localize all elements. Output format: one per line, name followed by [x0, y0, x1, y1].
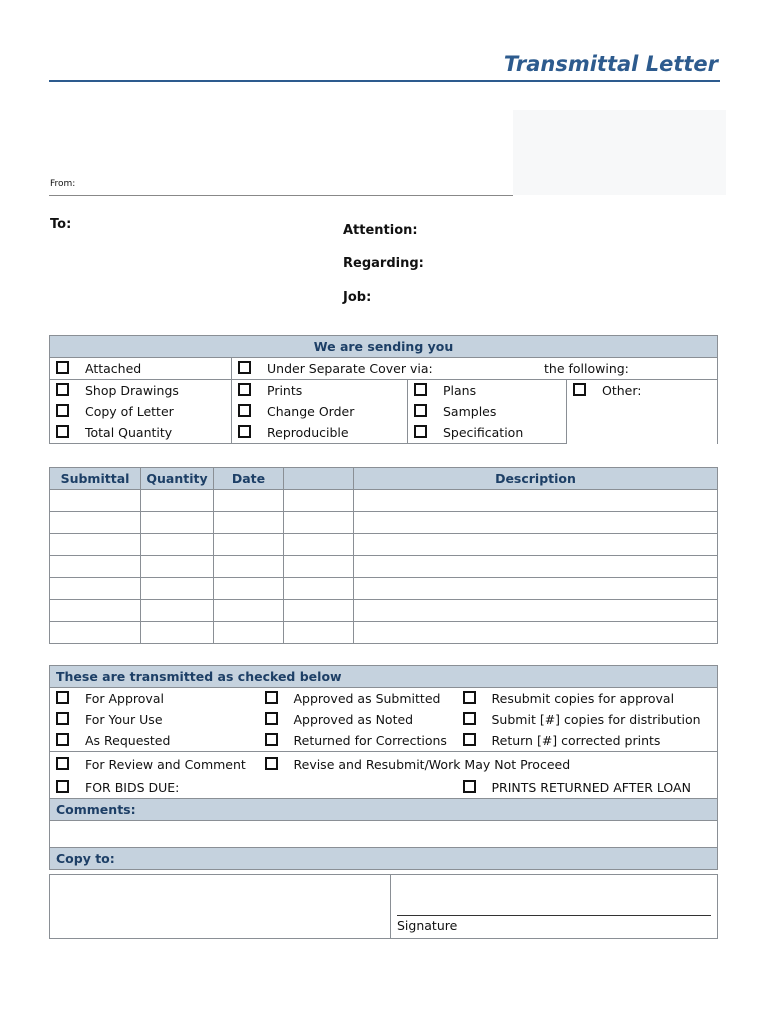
- shop-drawings-option[interactable]: Shop Drawings: [50, 380, 232, 402]
- checkbox[interactable]: [265, 712, 278, 725]
- cell[interactable]: [50, 512, 141, 534]
- job-label: Job:: [343, 290, 372, 305]
- cell[interactable]: [214, 534, 284, 556]
- cell[interactable]: [141, 556, 214, 578]
- reproducible-option[interactable]: Reproducible: [232, 422, 408, 444]
- sending-heading: We are sending you: [50, 336, 718, 358]
- cell[interactable]: [284, 578, 354, 600]
- checkbox[interactable]: [56, 691, 69, 704]
- cell[interactable]: [284, 534, 354, 556]
- checkbox[interactable]: [56, 404, 69, 417]
- specification-option[interactable]: Specification: [408, 422, 567, 444]
- cell[interactable]: [141, 600, 214, 622]
- comments-field[interactable]: [50, 821, 718, 848]
- copy-to-field[interactable]: [50, 875, 391, 939]
- checkbox[interactable]: [238, 425, 251, 438]
- copy-to-heading: Copy to:: [50, 848, 718, 870]
- signature-box[interactable]: [391, 875, 718, 939]
- checkbox[interactable]: [414, 425, 427, 438]
- cell[interactable]: [141, 622, 214, 644]
- table-row: [50, 534, 718, 556]
- col-description: Description: [354, 468, 718, 490]
- checkbox[interactable]: [265, 691, 278, 704]
- cell[interactable]: [141, 534, 214, 556]
- regarding-label: Regarding:: [343, 256, 424, 271]
- submittal-table: [49, 467, 718, 644]
- cell[interactable]: [50, 490, 141, 512]
- cell[interactable]: [284, 622, 354, 644]
- prints-returned-option[interactable]: PRINTS RETURNED AFTER LOAN: [457, 777, 718, 799]
- checkbox[interactable]: [463, 733, 476, 746]
- cell[interactable]: [141, 578, 214, 600]
- table-row: [50, 578, 718, 600]
- cell[interactable]: [50, 600, 141, 622]
- cell[interactable]: [214, 600, 284, 622]
- change-order-option[interactable]: Change Order: [232, 401, 408, 422]
- checkbox[interactable]: [265, 757, 278, 770]
- resubmit-copies-option[interactable]: Resubmit copies for approval: [457, 688, 718, 710]
- checkbox[interactable]: [56, 780, 69, 793]
- as-requested-option[interactable]: As Requested: [50, 730, 259, 752]
- cell[interactable]: [141, 512, 214, 534]
- checkbox[interactable]: [463, 712, 476, 725]
- cell[interactable]: [141, 490, 214, 512]
- table-row: [50, 622, 718, 644]
- checkbox[interactable]: [238, 404, 251, 417]
- col-submittal: Submittal: [50, 468, 141, 490]
- review-and-comment-option[interactable]: For Review and Comment: [50, 752, 259, 778]
- the-following-label: the following:: [544, 361, 629, 376]
- checkbox[interactable]: [56, 733, 69, 746]
- attached-option[interactable]: Attached: [50, 358, 232, 380]
- prints-option[interactable]: Prints: [232, 380, 408, 402]
- approved-as-noted-option[interactable]: Approved as Noted: [259, 709, 457, 730]
- cell[interactable]: [50, 622, 141, 644]
- checkbox[interactable]: [56, 425, 69, 438]
- from-field[interactable]: [49, 195, 513, 196]
- for-approval-option[interactable]: For Approval: [50, 688, 259, 710]
- cell[interactable]: [284, 512, 354, 534]
- checkbox[interactable]: [56, 712, 69, 725]
- signature-label: Signature: [397, 918, 458, 933]
- cell[interactable]: [354, 556, 718, 578]
- from-label: From:: [50, 179, 76, 189]
- table-row: [50, 556, 718, 578]
- separate-cover-option[interactable]: Under Separate Cover via: the following:: [232, 358, 718, 380]
- checkbox[interactable]: [573, 383, 586, 396]
- sending-table: [49, 335, 718, 444]
- copy-of-letter-option[interactable]: Copy of Letter: [50, 401, 232, 422]
- logo-placeholder: [513, 110, 726, 195]
- cell[interactable]: [284, 556, 354, 578]
- returned-for-corrections-option[interactable]: Returned for Corrections: [259, 730, 457, 752]
- cell[interactable]: [284, 490, 354, 512]
- checkbox[interactable]: [238, 361, 251, 374]
- cell[interactable]: [214, 578, 284, 600]
- copy-signature-table: [49, 874, 718, 939]
- cell[interactable]: [354, 600, 718, 622]
- checkbox[interactable]: [56, 383, 69, 396]
- document-title: Transmittal Letter: [503, 52, 718, 76]
- table-row: [50, 490, 718, 512]
- attention-label: Attention:: [343, 223, 418, 238]
- table-row: [50, 512, 718, 534]
- checkbox[interactable]: [56, 361, 69, 374]
- cell[interactable]: [284, 600, 354, 622]
- cell[interactable]: [50, 534, 141, 556]
- transmitted-heading: These are transmitted as checked below: [50, 666, 718, 688]
- checkbox[interactable]: [463, 691, 476, 704]
- samples-option[interactable]: Samples: [408, 401, 567, 422]
- cell[interactable]: [354, 512, 718, 534]
- checkbox[interactable]: [463, 780, 476, 793]
- cell[interactable]: [214, 622, 284, 644]
- approved-as-submitted-option[interactable]: Approved as Submitted: [259, 688, 457, 710]
- cell[interactable]: [214, 490, 284, 512]
- total-quantity-option[interactable]: Total Quantity: [50, 422, 232, 444]
- comments-heading: Comments:: [50, 799, 718, 821]
- checkbox[interactable]: [238, 383, 251, 396]
- col-blank: [284, 468, 354, 490]
- cell[interactable]: [354, 534, 718, 556]
- to-label: To:: [50, 217, 72, 232]
- cell[interactable]: [354, 622, 718, 644]
- for-your-use-option[interactable]: For Your Use: [50, 709, 259, 730]
- checkbox[interactable]: [56, 757, 69, 770]
- table-row: [50, 600, 718, 622]
- checkbox[interactable]: [414, 404, 427, 417]
- col-quantity: Quantity: [141, 468, 214, 490]
- checkbox[interactable]: [414, 383, 427, 396]
- checkbox[interactable]: [265, 733, 278, 746]
- cell[interactable]: [354, 490, 718, 512]
- cell[interactable]: [50, 578, 141, 600]
- submit-copies-option[interactable]: Submit [#] copies for distribution: [457, 709, 718, 730]
- cell[interactable]: [354, 578, 718, 600]
- other-option[interactable]: Other:: [567, 380, 718, 444]
- signature-line: [397, 915, 711, 916]
- col-date: Date: [214, 468, 284, 490]
- return-corrected-option[interactable]: Return [#] corrected prints: [457, 730, 718, 752]
- for-bids-due-option[interactable]: FOR BIDS DUE:: [50, 777, 457, 799]
- cell[interactable]: [50, 556, 141, 578]
- cell[interactable]: [214, 556, 284, 578]
- plans-option[interactable]: Plans: [408, 380, 567, 402]
- transmitted-table: [49, 665, 718, 870]
- title-rule: [49, 80, 720, 82]
- cell[interactable]: [214, 512, 284, 534]
- revise-resubmit-option[interactable]: Revise and Resubmit/Work May Not Proceed: [259, 752, 718, 778]
